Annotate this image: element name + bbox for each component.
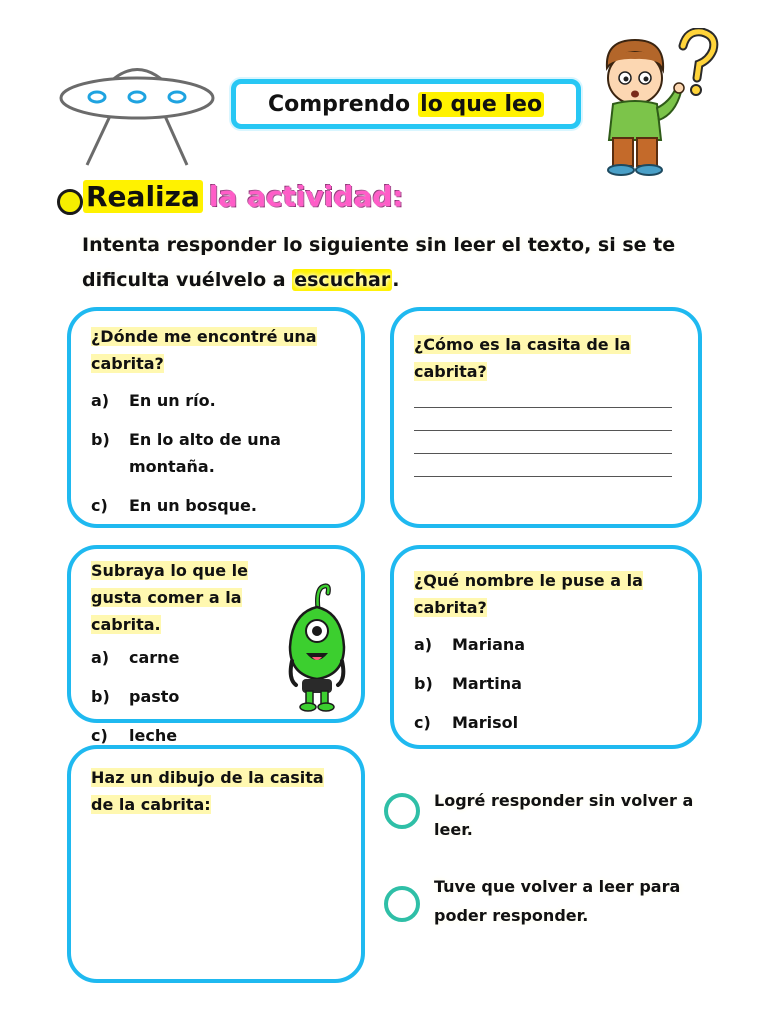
question-card-2 (390, 307, 702, 528)
option-4a[interactable]: a) Mariana (414, 635, 526, 654)
instructions-text: Intenta responder lo siguiente sin leer el texto, si se te dificulta vuélvelo a (82, 234, 676, 291)
answer-line[interactable] (414, 407, 672, 408)
thinking-boy-illustration (595, 28, 725, 178)
question-2-title: ¿Cómo es la casita de la cabrita? (414, 335, 631, 381)
option-1a[interactable]: a) En un río. (91, 391, 216, 410)
question-1-title: ¿Dónde me encontré una cabrita? (91, 327, 317, 373)
drawing-card[interactable] (67, 745, 365, 983)
question-card-1 (67, 307, 365, 528)
option-3a[interactable]: a) carne (91, 648, 180, 667)
question-4-title: ¿Qué nombre le puse a la cabrita? (414, 571, 643, 617)
title-text-part2: lo que leo (420, 91, 543, 117)
heading-part2: la actividad: (208, 180, 404, 213)
heading-bullet (57, 189, 83, 215)
self-check-circle-2[interactable] (384, 886, 420, 922)
self-check-text-2: Tuve que volver a leer para poder responder. (434, 877, 681, 925)
option-4c[interactable]: c) Marisol (414, 713, 519, 732)
answer-line[interactable] (414, 430, 672, 431)
self-check-text-1: Logré responder sin volver a leer. (434, 791, 694, 839)
self-check-circle-1[interactable] (384, 793, 420, 829)
answer-line[interactable] (414, 453, 672, 454)
alien-illustration (286, 583, 348, 713)
activity-heading (83, 180, 404, 213)
option-4b[interactable]: b) Martina (414, 674, 522, 693)
option-3b[interactable]: b) pasto (91, 687, 180, 706)
option-1c[interactable]: c) En un bosque. (91, 496, 257, 515)
question-3-title: Subraya lo que le gusta comer a la cabrita. (91, 561, 249, 634)
instructions-period: . (392, 269, 400, 291)
title-banner (231, 79, 581, 129)
question-card-4 (390, 545, 702, 749)
heading-part1: Realiza (83, 180, 203, 213)
title-text-part1: Comprendo (267, 91, 411, 117)
answer-lines[interactable] (414, 407, 682, 477)
question-5-title: Haz un dibujo de la casita de la cabrita: (91, 768, 324, 814)
option-1b[interactable]: b) En lo alto de una montaña. (91, 430, 281, 476)
option-3c[interactable]: c) leche (91, 726, 178, 745)
ufo-illustration (55, 48, 220, 173)
instructions-highlight: escuchar (294, 269, 391, 291)
instructions (82, 228, 722, 298)
answer-line[interactable] (414, 476, 672, 477)
question-mark-icon (683, 32, 714, 95)
